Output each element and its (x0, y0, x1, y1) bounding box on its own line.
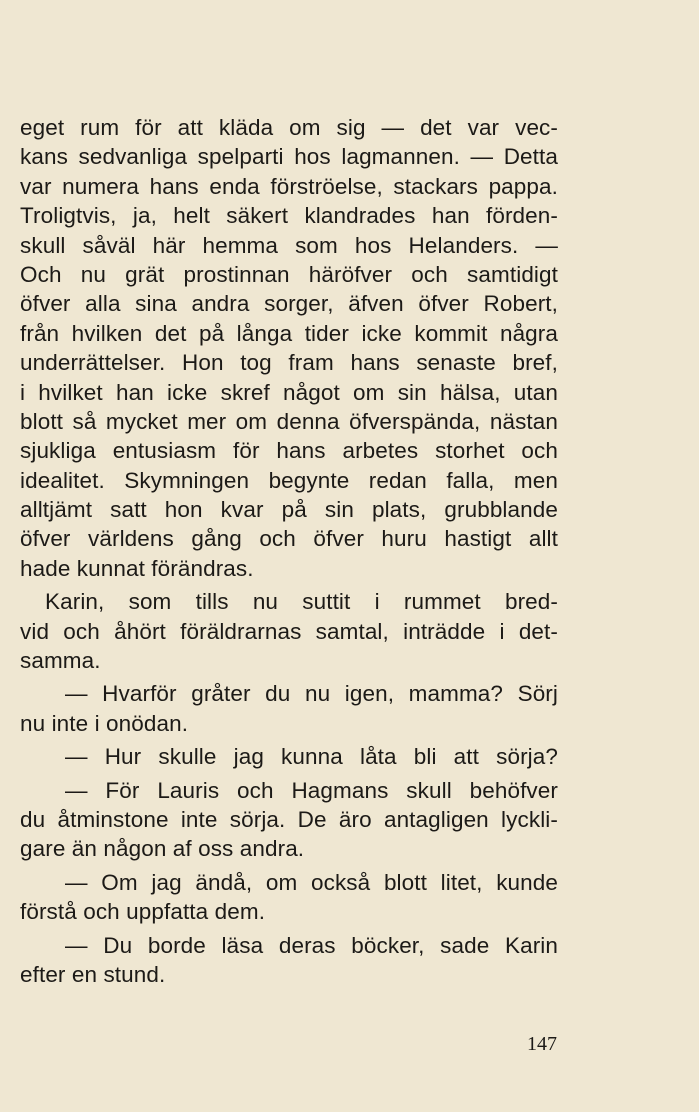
text-line: sjukliga entusiasm för hans arbetes storhet och (20, 438, 558, 464)
paragraph (20, 931, 558, 960)
paragraph-continuation (20, 805, 558, 864)
paragraph-continuation (20, 709, 558, 738)
text-line: — Du borde läsa deras böcker, sade Karin (65, 932, 558, 958)
page-number: 147 (527, 1033, 557, 1055)
text-line: öfver alla sina andra sorger, äfven öfver Robert, (20, 291, 558, 317)
text-line: idealitet. Skymningen begynte redan falla, men (20, 467, 558, 493)
text-line: Och nu grät prostinnan häröfver och samtidigt (20, 261, 558, 287)
text-line: du åtminstone inte sörja. De äro antagligen lyckli- (20, 806, 558, 832)
text-line: nu inte i onödan. (20, 710, 189, 736)
paragraph (20, 742, 558, 771)
text-line: förstå och uppfatta dem. (20, 899, 266, 925)
text-line: Troligtvis, ja, helt säkert klandrades han förden- (20, 203, 558, 229)
paragraph (20, 587, 558, 616)
text-line: blott så mycket mer om denna öfverspända, nästan (20, 408, 558, 434)
text-line: kans sedvanliga spelparti hos lagmannen. — Detta (20, 144, 558, 170)
paragraph (20, 776, 558, 805)
paragraph-continuation (20, 960, 558, 989)
paragraph-continuation (20, 897, 558, 926)
text-line: samma. (20, 648, 101, 674)
text-line: var numera hans enda förströelse, stackars pappa. (20, 173, 558, 199)
body-text (20, 113, 558, 989)
text-line: alltjämt satt hon kvar på sin plats, grubblande (20, 497, 558, 523)
text-line: skull såväl här hemma som hos Helanders. — (20, 232, 558, 258)
paragraph (20, 113, 558, 583)
text-line: från hvilken det på långa tider icke kommit några (20, 320, 558, 346)
text-line: i hvilket han icke skref något om sin hälsa, utan (20, 379, 558, 405)
paragraph-continuation (20, 617, 558, 676)
text-line: — Hur skulle jag kunna låta bli att sörja? (65, 744, 558, 770)
text-line: gare än någon af oss andra. (20, 836, 305, 862)
text-line: — Hvarför gråter du nu igen, mamma? Sörj (65, 681, 558, 707)
text-line: öfver världens gång och öfver huru hastigt allt (20, 526, 558, 552)
paragraph (20, 868, 558, 897)
text-line: hade kunnat förändras. (20, 555, 254, 581)
text-line: — För Lauris och Hagmans skull behöfver (65, 777, 558, 803)
paragraph (20, 679, 558, 708)
text-line: Karin, som tills nu suttit i rummet bred- (45, 589, 558, 615)
text-line: underrättelser. Hon tog fram hans senaste bref, (20, 350, 558, 376)
text-line: eget rum för att kläda om sig — det var vec- (20, 115, 558, 140)
text-line: — Om jag ändå, om också blott litet, kunde (65, 869, 558, 895)
text-line: efter en stund. (20, 961, 166, 987)
text-line: vid och åhört föräldrarnas samtal, inträdde i det- (20, 618, 558, 644)
